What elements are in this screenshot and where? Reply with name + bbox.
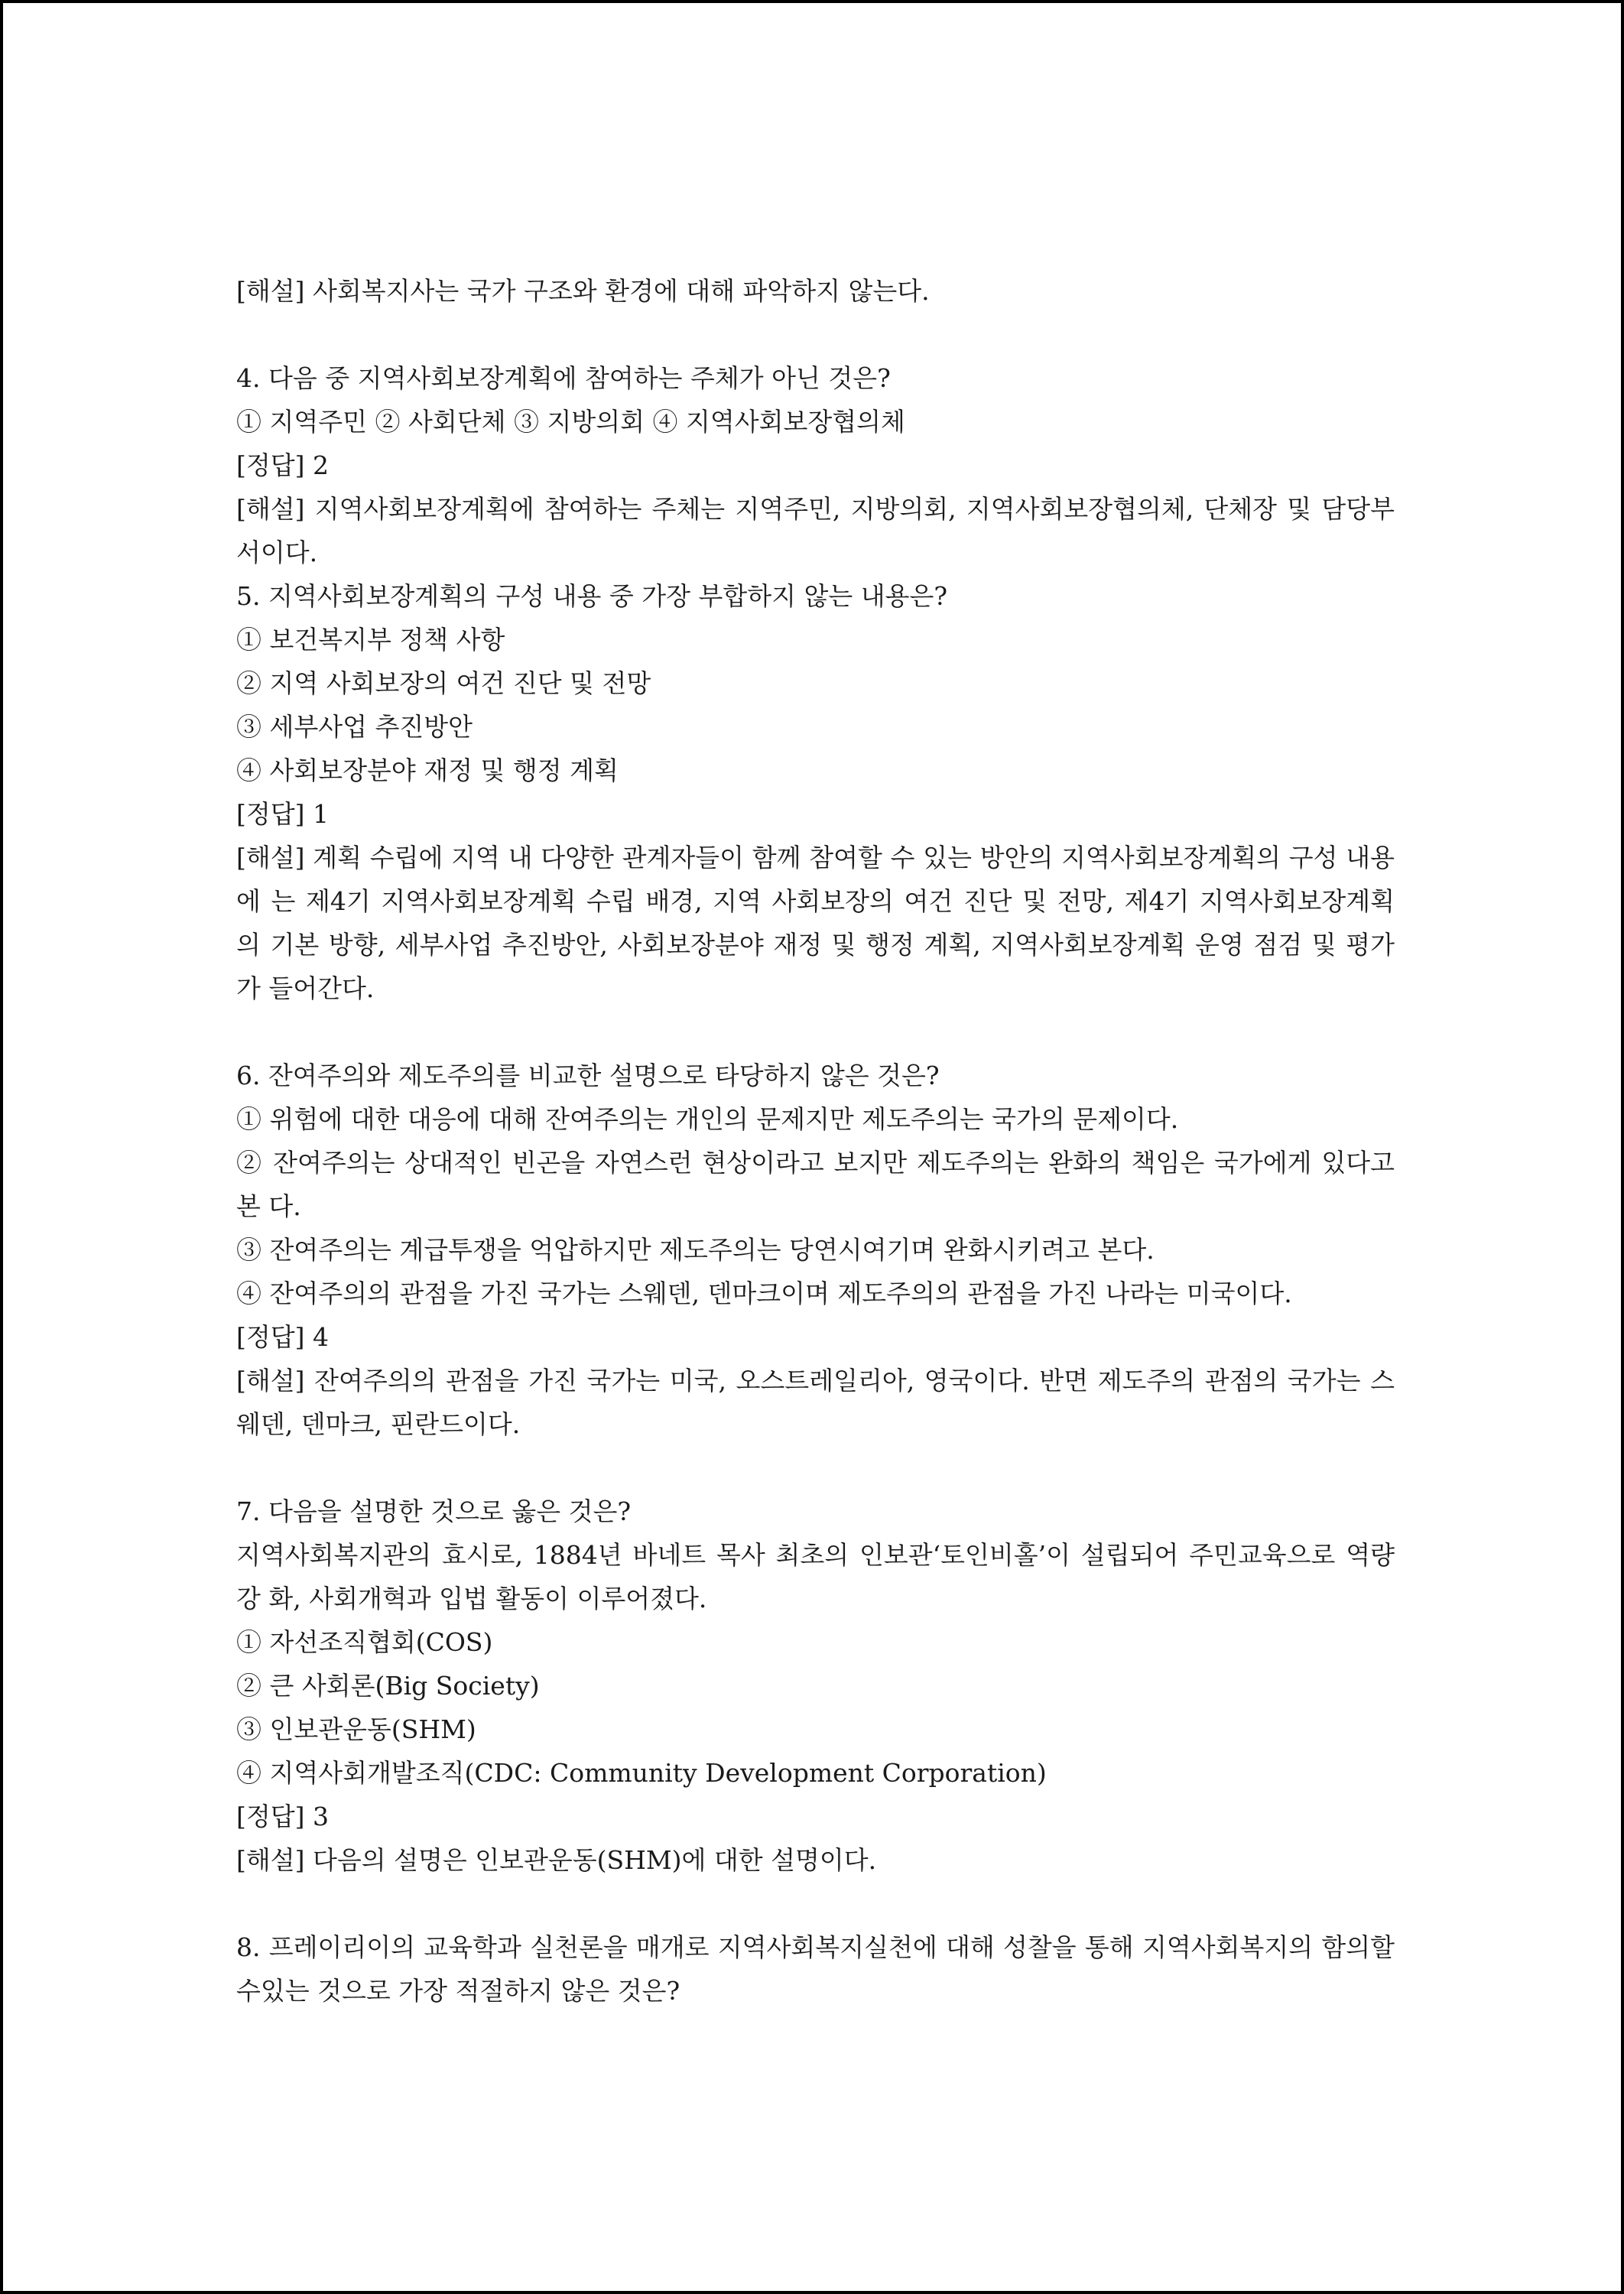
q7-option-3: ③ 인보관운동(SHM) bbox=[236, 1714, 476, 1744]
q5-explanation: [해설] 계획 수립에 지역 내 다양한 관계자들이 함께 참여할 수 있는 방안의 지역사회보장계획의 구성 내용에 는 제4기 지역사회보장계획 수립 배경, 지역 사회보장의 여건 진단 및 전망, 제4기 지역사회보장계획 의 기본 방향, 세부사업 추진방안, 사회보장분야 재정 및 행정 계획, 지역사회보장계획 운영 점검 및 평가가 들어간다. bbox=[236, 843, 1395, 1003]
spacer bbox=[236, 313, 1395, 356]
spacer bbox=[236, 1882, 1395, 1925]
q6-option-4: ④ 잔여주의의 관점을 가진 국가는 스웨덴, 덴마크이며 제도주의의 관점을 가진 나라는 미국이다. bbox=[236, 1279, 1292, 1308]
q6-explanation: [해설] 잔여주의의 관점을 가진 국가는 미국, 오스트레일리아, 영국이다. 반면 제도주의 관점의 국가는 스웨덴, 덴마크, 핀란드이다. bbox=[236, 1366, 1395, 1439]
q5-option-3: ③ 세부사업 추진방안 bbox=[236, 712, 473, 742]
q7-option-1: ① 자선조직협회(COS) bbox=[236, 1627, 493, 1657]
q4-explanation: [해설] 지역사회보장계획에 참여하는 주체는 지역주민, 지방의회, 지역사회보장협의체, 단체장 및 담당부서이다. bbox=[236, 494, 1395, 567]
q4-answer: [정답] 2 bbox=[236, 450, 329, 480]
q5-answer: [정답] 1 bbox=[236, 799, 329, 829]
q6-answer: [정답] 4 bbox=[236, 1322, 329, 1352]
q6-option-1: ① 위험에 대한 대응에 대해 잔여주의는 개인의 문제지만 제도주의는 국가의 문제이다. bbox=[236, 1104, 1179, 1134]
q7-option-2: ② 큰 사회론(Big Society) bbox=[236, 1671, 540, 1701]
q7-passage: 지역사회복지관의 효시로, 1884년 바네트 목사 최초의 인보관‘토인비홀’이 설립되어 주민교육으로 역량 강 화, 사회개혁과 입법 활동이 이루어졌다. bbox=[236, 1540, 1395, 1613]
q5-question: 5. 지역사회보장계획의 구성 내용 중 가장 부합하지 않는 내용은? bbox=[236, 581, 948, 611]
q7-option-4: ④ 지역사회개발조직(CDC: Community Development Corporation) bbox=[236, 1758, 1047, 1788]
q4-options: ① 지역주민 ② 사회단체 ③ 지방의회 ④ 지역사회보장협의체 bbox=[236, 407, 905, 437]
q7-question: 7. 다음을 설명한 것으로 옳은 것은? bbox=[236, 1496, 632, 1526]
q8-question: 8. 프레이리이의 교육학과 실천론을 매개로 지역사회복지실천에 대해 성찰을 통해 지역사회복지의 함의할 수있는 것으로 가장 적절하지 않은 것은? bbox=[236, 1932, 1395, 2006]
q5-option-2: ② 지역 사회보장의 여건 진단 및 전망 bbox=[236, 668, 651, 698]
spacer bbox=[236, 1446, 1395, 1490]
document-body bbox=[236, 269, 1395, 2013]
prev-explanation: [해설] 사회복지사는 국가 구조와 환경에 대해 파악하지 않는다. bbox=[236, 276, 930, 306]
q4-question: 4. 다음 중 지역사회보장계획에 참여하는 주체가 아닌 것은? bbox=[236, 363, 891, 393]
spacer bbox=[236, 1010, 1395, 1054]
q6-option-2: ② 잔여주의는 상대적인 빈곤을 자연스런 현상이라고 보지만 제도주의는 완화의 책임은 국가에게 있다고 본 다. bbox=[236, 1148, 1395, 1221]
q6-question: 6. 잔여주의와 제도주의를 비교한 설명으로 타당하지 않은 것은? bbox=[236, 1061, 940, 1090]
q7-explanation: [해설] 다음의 설명은 인보관운동(SHM)에 대한 설명이다. bbox=[236, 1845, 877, 1875]
q7-answer: [정답] 3 bbox=[236, 1802, 329, 1831]
q5-option-4: ④ 사회보장분야 재정 및 행정 계획 bbox=[236, 755, 619, 785]
q5-option-1: ① 보건복지부 정책 사항 bbox=[236, 625, 505, 655]
q6-option-3: ③ 잔여주의는 계급투쟁을 억압하지만 제도주의는 당연시여기며 완화시키려고 본다. bbox=[236, 1235, 1155, 1265]
